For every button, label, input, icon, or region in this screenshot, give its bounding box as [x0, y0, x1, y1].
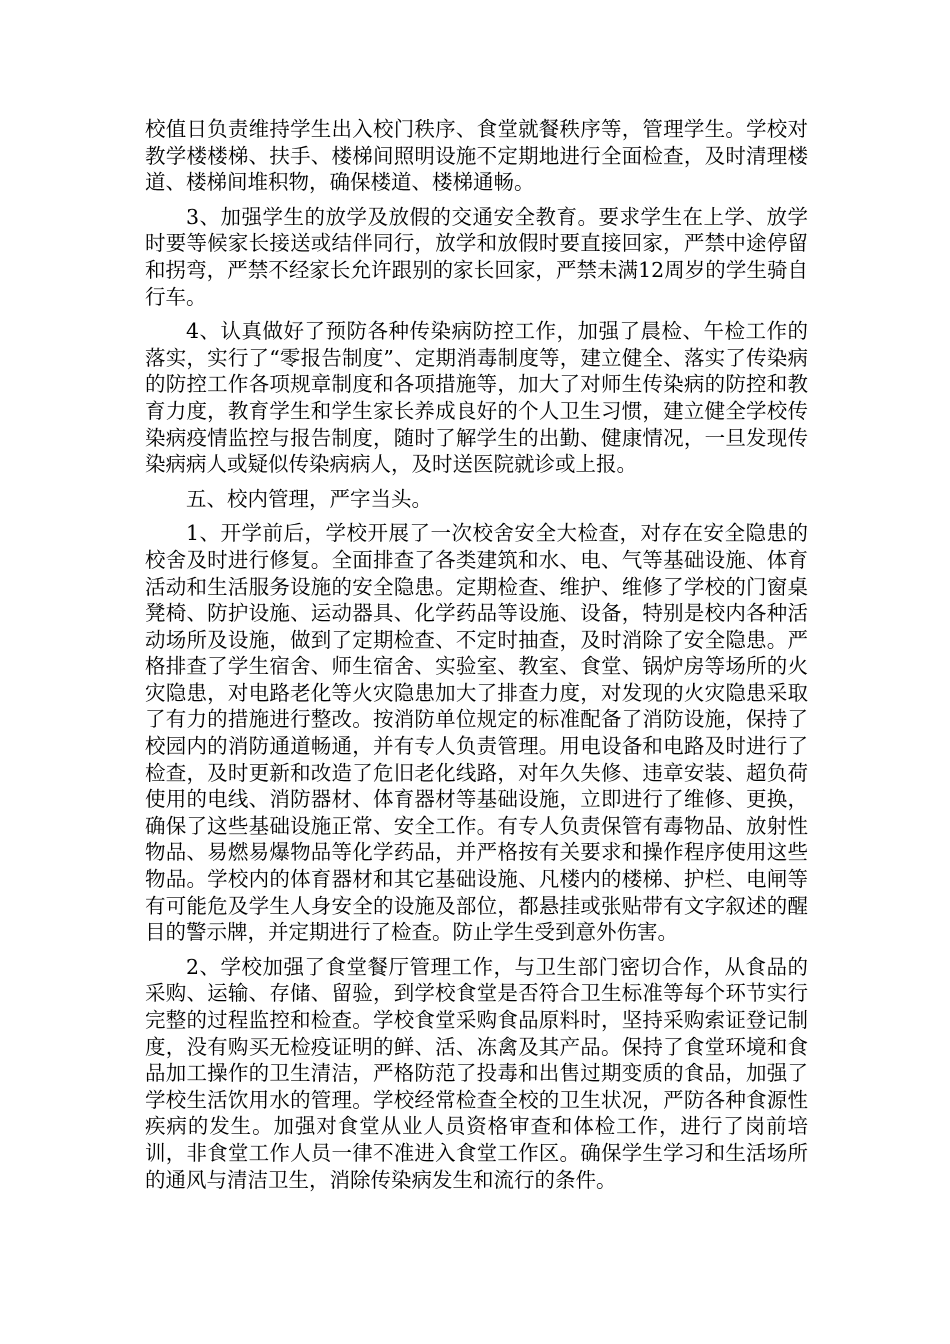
- section-heading-campus-management: 五、校内管理，严字当头。: [186, 486, 432, 511]
- document-page: [145, 116, 808, 1201]
- paragraph-traffic-safety: 3、加强学生的放学及放假的交通安全教育。要求学生在上学、放学时要等候家长接送或结伴同行，放学和放假时要直接回家，严禁中途停留和拐弯，严禁不经家长允许跟别的家长回家，严禁未满12周岁的学生骑自行车。: [145, 204, 808, 309]
- paragraph-building-safety: 1、开学前后，学校开展了一次校舍安全大检查，对存在安全隐患的校舍及时进行修复。全面排查了各类建筑和水、电、气等基础设施、体育活动和生活服务设施的安全隐患。定期检查、维护、维修了学校的门窗桌凳椅、防护设施、运动器具、化学药品等设施、设备，特别是校内各种活动场所及设施，做到了定期检查、不定时抽查，及时消除了安全隐患。严格排查了学生宿舍、师生宿舍、实验室、教室、食堂、锅炉房等场所的火灾隐患，对电路老化等火灾隐患加大了排查力度，对发现的火灾隐患采取了有力的措施进行整改。按消防单位规定的标准配备了消防设施，保持了校园内的消防通道畅通，并有专人负责管理。用电设备和电路及时进行了检查，及时更新和改造了危旧老化线路，对年久失修、违章安装、超负荷使用的电线、消防器材、体育器材等基础设施，立即进行了维修、更换，确保了这些基础设施正常、安全工作。有专人负责保管有毒物品、放射性物品、易燃易爆物品等化学药品，并严格按有关要求和操作程序使用这些物品。学校内的体育器材和其它基础设施、凡楼内的楼梯、护栏、电闸等有可能危及学生人身安全的设施及部位，都悬挂或张贴带有文字叙述的醒目的警示牌，并定期进行了检查。防止学生受到意外伤害。: [145, 521, 808, 945]
- paragraph-disease-prevention: 4、认真做好了预防各种传染病防控工作，加强了晨检、午检工作的落实，实行了“零报告制度”、定期消毒制度等，建立健全、落实了传染病的防控工作各项规章制度和各项措施等，加大了对师生传染病的防控和教育力度，教育学生和学生家长养成良好的个人卫生习惯，建立健全学校传染病疫情监控与报告制度，随时了解学生的出勤、健康情况，一旦发现传染病病人或疑似传染病病人，及时送医院就诊或上报。: [145, 319, 808, 477]
- paragraph-canteen-management: 2、学校加强了食堂餐厅管理工作，与卫生部门密切合作，从食品的采购、运输、存储、留验，到学校食堂是否符合卫生标准等每个环节实行完整的过程监控和检查。学校食堂采购食品原料时，坚持采购索证登记制度，没有购买无检疫证明的鲜、活、冻禽及其产品。保持了食堂环境和食品加工操作的卫生清洁，严格防范了投毒和出售过期变质的食品，加强了学校生活饮用水的管理。学校经常检查全校的卫生状况，严防各种食源性疾病的发生。加强对食堂从业人员资格审查和体检工作，进行了岗前培训，非食堂工作人员一律不准进入食堂工作区。确保学生学习和生活场所的通风与清洁卫生，消除传染病发生和流行的条件。: [145, 954, 808, 1192]
- paragraph-continued-intro: 校值日负责维持学生出入校门秩序、食堂就餐秩序等，管理学生。学校对教学楼楼梯、扶手、楼梯间照明设施不定期地进行全面检查，及时清理楼道、楼梯间堆积物，确保楼道、楼梯通畅。: [145, 117, 808, 195]
